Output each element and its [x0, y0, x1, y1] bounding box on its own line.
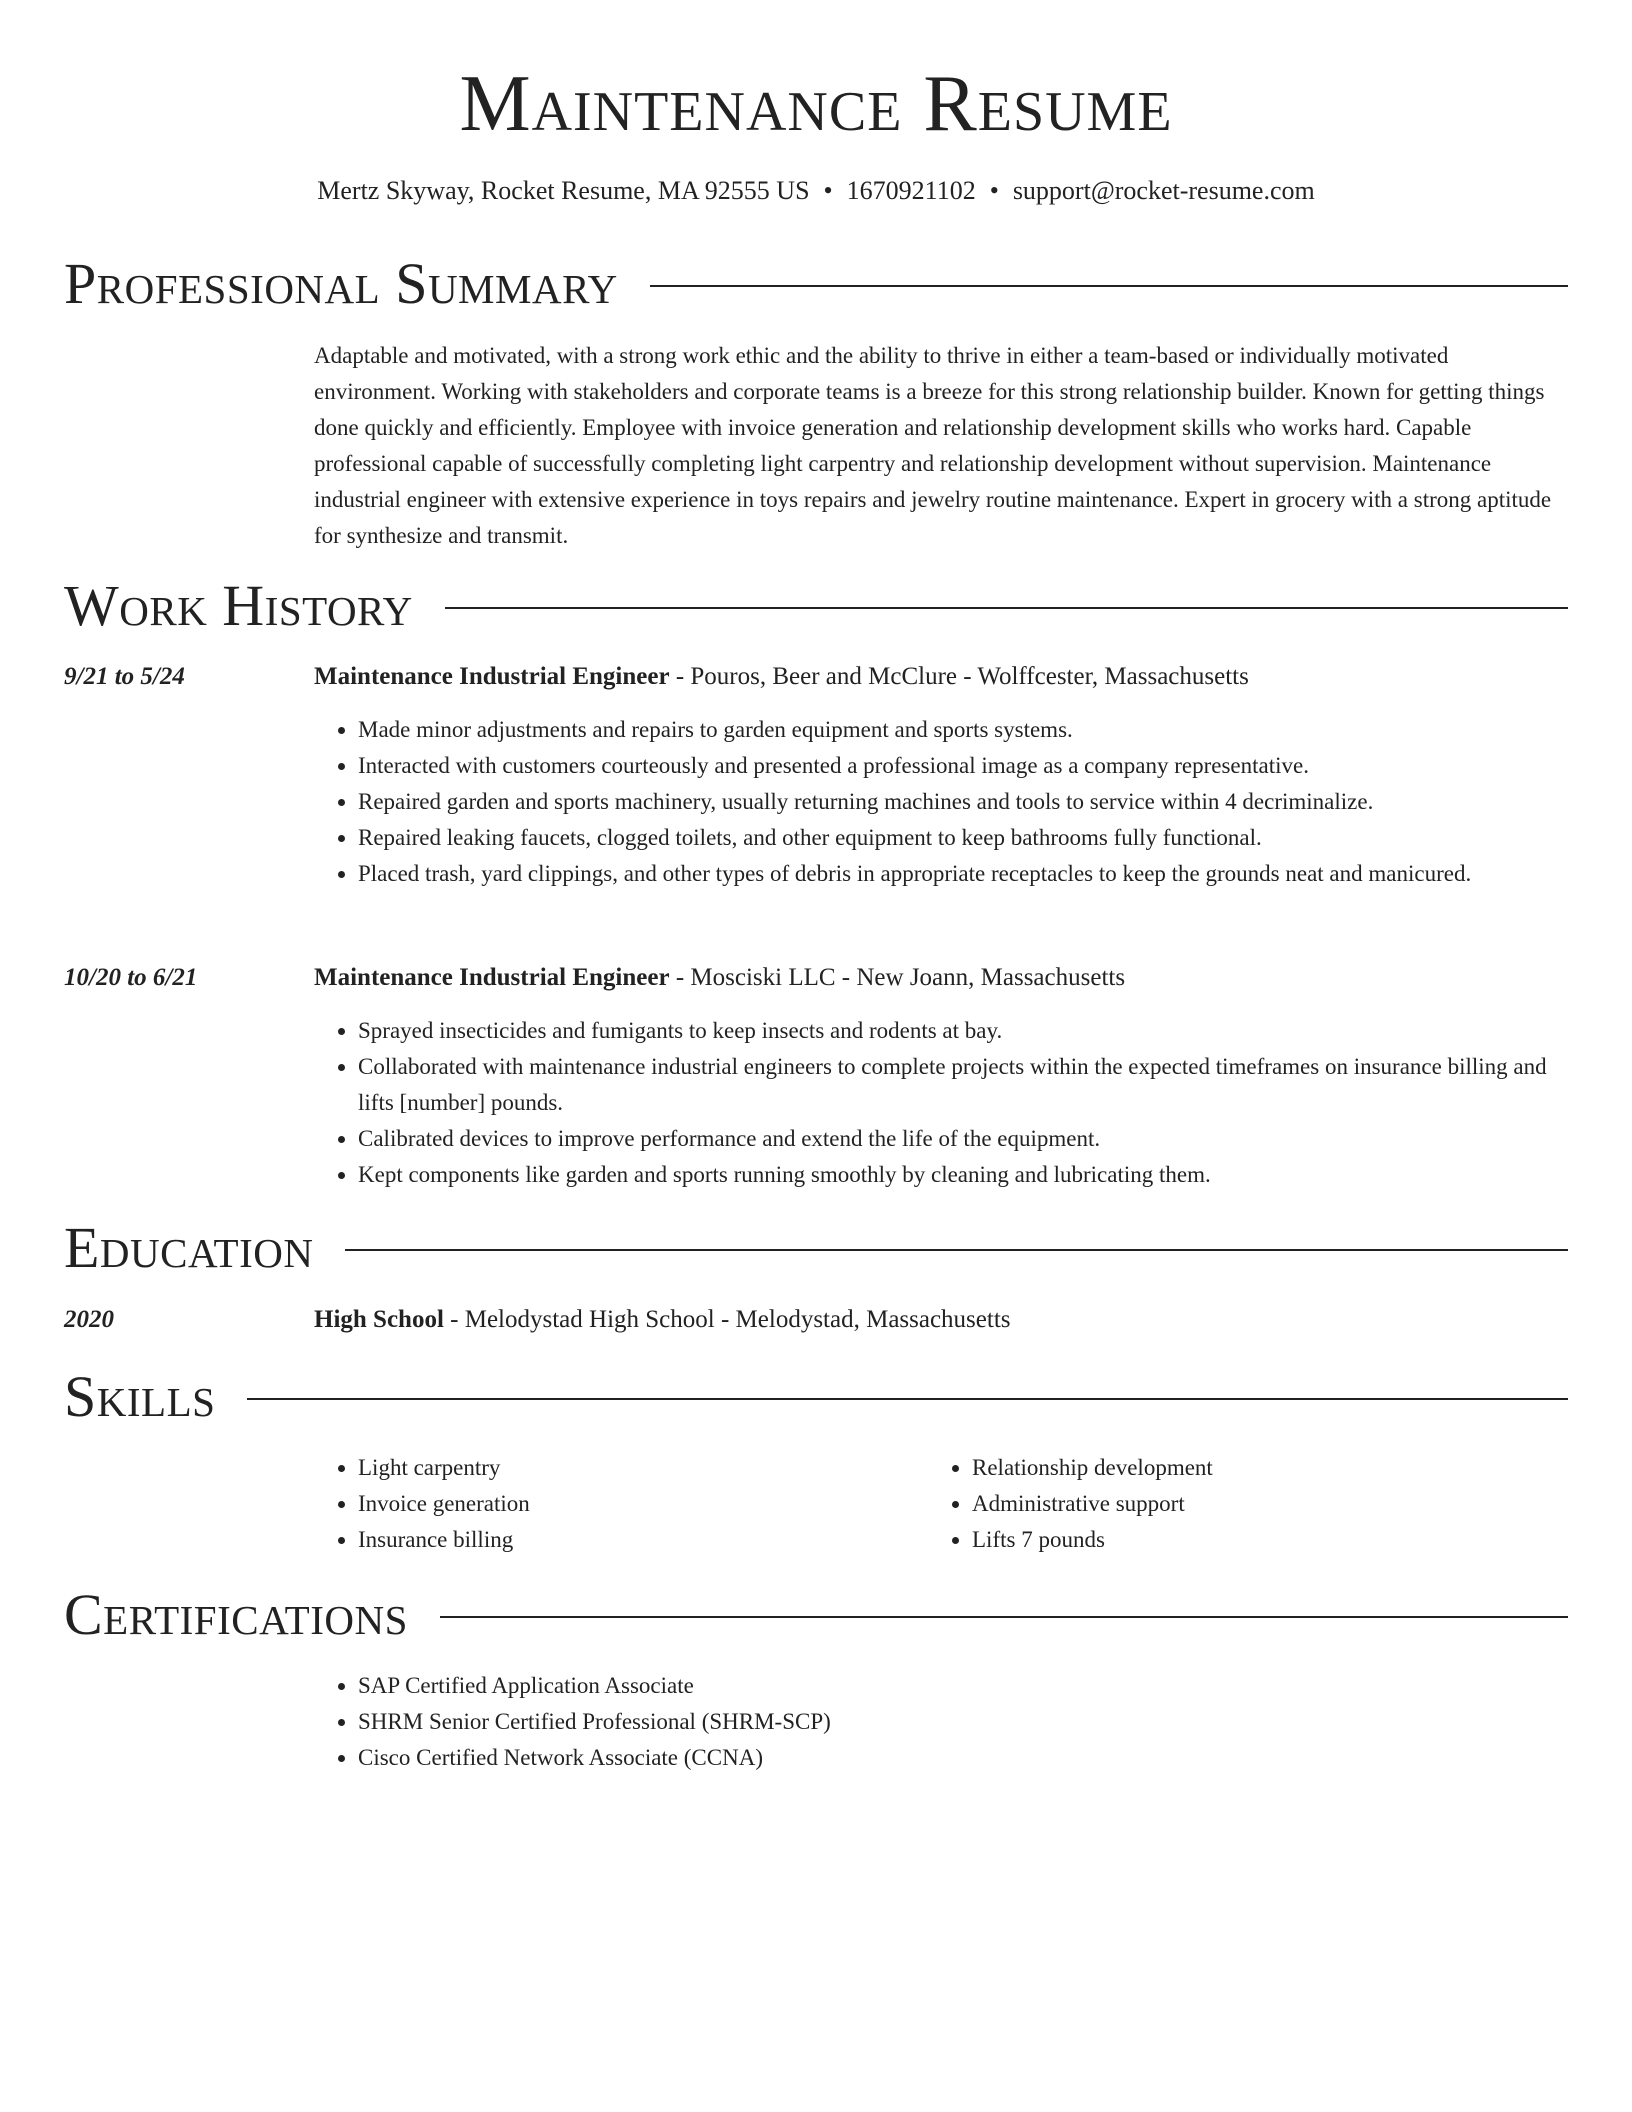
job-details: - Pouros, Beer and McClure - Wolffcester, Massachusetts — [669, 663, 1249, 690]
section-title-summary: Professional Summary — [64, 251, 618, 316]
job-title-line — [314, 961, 1568, 995]
certifications-list — [314, 1668, 1554, 1776]
list-item: • Repaired garden and sports machinery, usually returning machines and tools to service within 4 decriminalize. — [358, 784, 1554, 820]
education-line — [314, 1303, 1568, 1337]
list-item: • SAP Certified Application Associate — [358, 1668, 1554, 1704]
resume-title: Maintenance Resume — [459, 60, 1173, 148]
list-item: • Sprayed insecticides and fumigants to keep insects and rodents at bay. — [358, 1013, 1554, 1049]
list-item: • Made minor adjustments and repairs to garden equipment and sports systems. — [358, 712, 1554, 748]
job-title-line — [314, 660, 1568, 694]
list-item: • Calibrated devices to improve performance and extend the life of the equipment. — [358, 1121, 1554, 1157]
list-item: • Relationship development — [972, 1450, 1528, 1486]
summary-text: Adaptable and motivated, with a strong work ethic and the ability to thrive in either a team-based or individually motivated environment. Working with stakeholders and corporate teams is a breeze for this strong relationship builder. Known for getting things done quickly and efficiently. Employee with invoice generation and relationship development skills who works hard. Capable professional capable of successfully completing light carpentry and relationship development without supervision. Maintenance industrial engineer with extensive experience in toys repairs and jewelry routine maintenance. Expert in grocery with a strong aptitude for synthesize and transmit. — [314, 343, 1552, 548]
section-divider — [247, 1398, 1568, 1400]
list-item: • Invoice generation — [358, 1486, 914, 1522]
list-item: • Insurance billing — [358, 1522, 914, 1558]
job-bullets — [314, 1013, 1554, 1193]
list-item: • Interacted with customers courteously and presented a professional image as a company representative. — [358, 748, 1554, 784]
list-item: • SHRM Senior Certified Professional (SHRM-SCP) — [358, 1704, 1554, 1740]
section-title-skills: Skills — [64, 1364, 216, 1429]
section-divider — [440, 1616, 1568, 1618]
section-header-skills — [64, 1365, 1568, 1429]
contact-phone: 1670921102 — [846, 176, 976, 205]
list-item: • Lifts 7 pounds — [972, 1522, 1528, 1558]
section-divider — [650, 285, 1568, 287]
section-header-education — [64, 1216, 1568, 1280]
list-item: • Light carpentry — [358, 1450, 914, 1486]
section-header-certifications — [64, 1583, 1568, 1647]
education-degree: High School — [314, 1306, 444, 1333]
section-title-work: Work History — [64, 573, 413, 638]
list-item: • Kept components like garden and sports running smoothly by cleaning and lubricating them. — [358, 1157, 1554, 1193]
contact-address: Mertz Skyway, Rocket Resume, MA 92555 US — [317, 176, 810, 205]
job-role: Maintenance Industrial Engineer — [314, 663, 670, 690]
list-item: • Repaired leaking faucets, clogged toilets, and other equipment to keep bathrooms fully functional. — [358, 820, 1554, 856]
section-title-certifications: Certifications — [64, 1582, 408, 1647]
contact-separator: • — [823, 176, 833, 205]
contact-line — [0, 174, 1632, 208]
contact-separator: • — [989, 176, 999, 205]
contact-email: support@rocket-resume.com — [1012, 176, 1315, 205]
section-header-summary — [64, 252, 1568, 316]
list-item: • Placed trash, yard clippings, and other types of debris in appropriate receptacles to keep the grounds neat and manicured. — [358, 856, 1554, 892]
list-item: • Collaborated with maintenance industrial engineers to complete projects within the expected timeframes on insurance billing and lifts [number] pounds. — [358, 1049, 1554, 1121]
skills-list-right — [928, 1450, 1528, 1558]
education-details: - Melodystad High School - Melodystad, Massachusetts — [443, 1306, 1011, 1333]
skills-list-left — [314, 1450, 914, 1558]
section-divider — [445, 607, 1568, 609]
job-bullets — [314, 712, 1554, 892]
section-title-education: Education — [64, 1215, 314, 1280]
job-dates: 10/20 to 6/21 — [64, 964, 198, 991]
job-dates: 9/21 to 5/24 — [64, 663, 185, 690]
job-role: Maintenance Industrial Engineer — [314, 964, 670, 991]
section-header-work — [64, 574, 1568, 638]
education-year: 2020 — [64, 1306, 114, 1333]
list-item: • Administrative support — [972, 1486, 1528, 1522]
list-item: • Cisco Certified Network Associate (CCNA) — [358, 1740, 1554, 1776]
section-divider — [345, 1249, 1568, 1251]
job-details: - Mosciski LLC - New Joann, Massachusetts — [669, 964, 1126, 991]
